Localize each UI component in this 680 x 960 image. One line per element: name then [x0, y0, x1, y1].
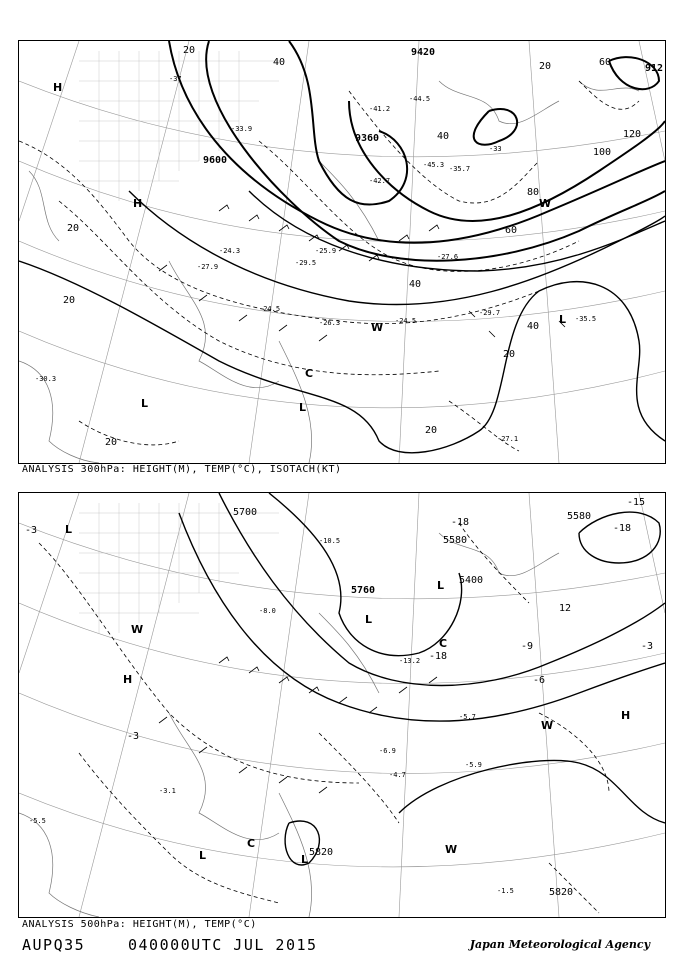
isotach-label: 100 — [593, 147, 612, 158]
center-warm-3: W — [541, 719, 554, 732]
temp-label: -3.1 — [159, 787, 176, 795]
height-label: 5760 — [351, 585, 376, 596]
isotach-label: 20 — [539, 61, 552, 72]
isotach-label: 40 — [273, 57, 286, 68]
temp-label: -18 — [613, 523, 632, 534]
center-low-3: L — [437, 579, 445, 592]
isotach-label: 20 — [63, 295, 76, 306]
height-label: 5820 — [309, 847, 334, 858]
center-high-2: H — [133, 197, 143, 210]
center-warm-2: W — [371, 321, 384, 334]
temp-label: -42.7 — [369, 177, 391, 185]
temp-label: -25.9 — [315, 247, 337, 255]
center-warm-2: W — [445, 843, 458, 856]
temp-label: -3 — [641, 641, 654, 652]
center-high-1: H — [123, 673, 133, 686]
temp-label: -10.5 — [319, 537, 341, 545]
valid-time: 040000UTC JUL 2015 — [128, 936, 318, 954]
temp-label: -18 — [451, 517, 470, 528]
temp-label: -44.5 — [409, 95, 431, 103]
temp-label: -29.7 — [479, 309, 501, 317]
temp-label: -27.6 — [437, 253, 459, 261]
temp-label: -8.0 — [259, 607, 276, 615]
temp-label: -37 — [169, 75, 182, 83]
isotach-label: 40 — [527, 321, 540, 332]
isotach-label: 40 — [409, 279, 422, 290]
center-warm-1: W — [131, 623, 144, 636]
center-low-1: L — [65, 523, 73, 536]
center-low-2: L — [365, 613, 373, 626]
temp-label: -4.7 — [389, 771, 406, 779]
temp-label: -1.5 — [497, 887, 514, 895]
isotach-label: 20 — [425, 425, 438, 436]
temp-label: -33.9 — [231, 125, 253, 133]
temp-label: -5.9 — [465, 761, 482, 769]
height-label-9600: 9600 — [203, 155, 228, 166]
center-high-2: H — [621, 709, 631, 722]
center-low-2: L — [299, 401, 307, 414]
height-label-9420: 9420 — [411, 47, 436, 58]
isotach-label: 120 — [623, 129, 642, 140]
temp-label: -6.9 — [379, 747, 396, 755]
temp-label: -9 — [521, 641, 534, 652]
temp-label: -6 — [533, 675, 546, 686]
temp-label: -35.5 — [575, 315, 597, 323]
isotach-label: 60 — [505, 225, 518, 236]
temp-label: -3 — [25, 525, 38, 536]
map-300hpa-canvas — [19, 41, 665, 463]
center-cold: C — [305, 367, 314, 380]
map-500hpa — [18, 492, 666, 918]
isotach-label: 80 — [527, 187, 540, 198]
caption-500hpa: ANALYSIS 500hPa: HEIGHT(M), TEMP(°C) — [22, 919, 257, 930]
temp-label: -30.3 — [35, 375, 57, 383]
temp-label: -35.7 — [449, 165, 471, 173]
map-500hpa-canvas — [19, 493, 665, 917]
height-label: 5580 — [567, 511, 592, 522]
height-label: 5700 — [233, 507, 258, 518]
temp-label: -33 — [489, 145, 502, 153]
temp-label: -15 — [627, 497, 646, 508]
isotach-label: 60 — [599, 57, 612, 68]
temp-label: -5.7 — [459, 713, 476, 721]
height-label: 5400 — [459, 575, 484, 586]
center-low-4: L — [199, 849, 207, 862]
temp-label: -26.3 — [319, 319, 341, 327]
coastline — [19, 533, 559, 917]
height-label: 5820 — [549, 887, 574, 898]
isotach-label: 20 — [183, 45, 196, 56]
isotach-label: 20 — [105, 437, 118, 448]
caption-300hpa: ANALYSIS 300hPa: HEIGHT(M), TEMP(°C), ISOTACH(KT) — [22, 464, 342, 475]
center-cold-1: C — [439, 637, 448, 650]
temp-label: -18 — [429, 651, 448, 662]
temp-label: 12 — [559, 603, 572, 614]
isotach-label: 20 — [503, 349, 516, 360]
chart-code: AUPQ35 — [22, 936, 86, 954]
temp-label: -27.9 — [197, 263, 219, 271]
height-label-912: 912 — [645, 63, 664, 74]
center-cold-2: C — [247, 837, 256, 850]
temp-label: -45.3 — [423, 161, 445, 169]
temp-label: -24.5 — [259, 305, 281, 313]
temp-label: -5.5 — [29, 817, 46, 825]
temp-label: -24.5 — [395, 317, 417, 325]
center-warm: W — [539, 197, 552, 210]
center-high-1: H — [53, 81, 63, 94]
graticule — [19, 41, 665, 463]
height-label-9360: 9360 — [355, 133, 380, 144]
isotach-label: 20 — [67, 223, 80, 234]
agency-name: Japan Meteorological Agency — [469, 938, 650, 951]
center-low-5: L — [301, 853, 309, 866]
temp-label: -3 — [127, 731, 140, 742]
temp-label: -41.2 — [369, 105, 391, 113]
temp-label: -29.5 — [295, 259, 317, 267]
center-low-3: L — [559, 313, 567, 326]
height-label: 5580 — [443, 535, 468, 546]
temp-label: -13.2 — [399, 657, 421, 665]
graticule — [19, 493, 665, 917]
temp-label: -27.1 — [497, 435, 519, 443]
temp-label: -24.3 — [219, 247, 241, 255]
hatch-area — [79, 503, 279, 633]
height-contours — [179, 493, 665, 865]
center-low-1: L — [141, 397, 149, 410]
map-300hpa — [18, 40, 666, 464]
isotach-label: 40 — [437, 131, 450, 142]
